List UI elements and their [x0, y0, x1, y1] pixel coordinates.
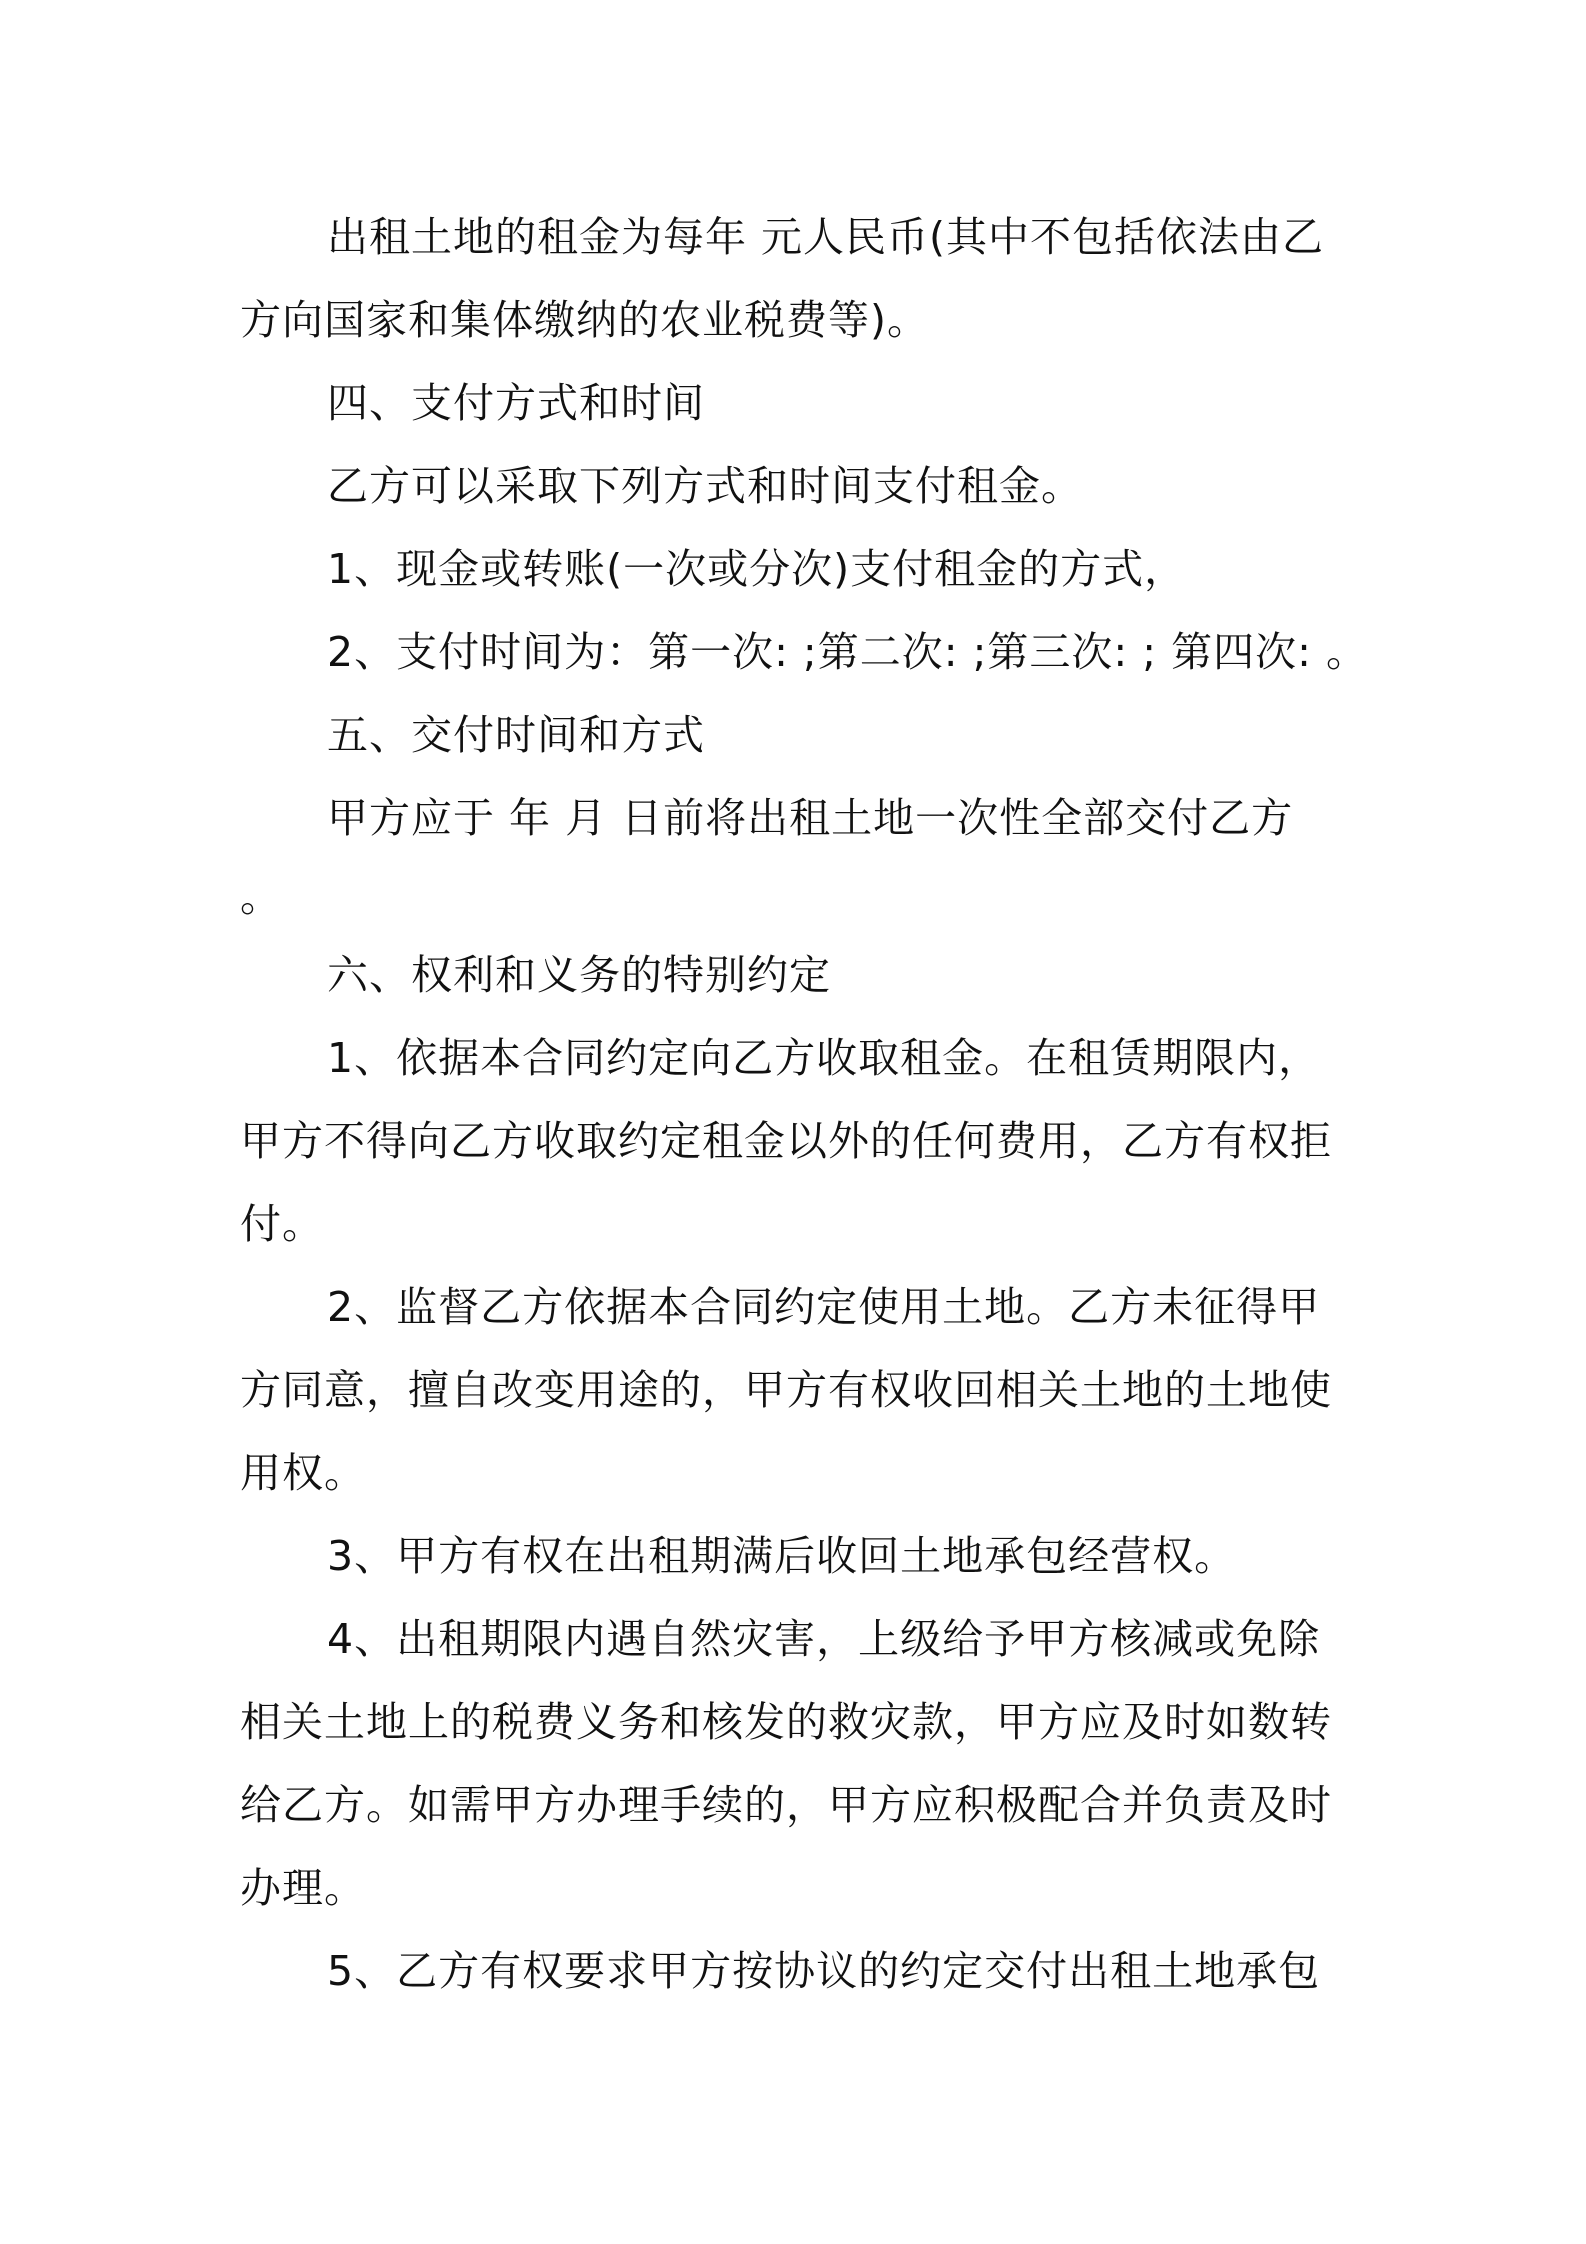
- rights-item-2-line-1: 2、监督乙方依据本合同约定使用土地。乙方未征得甲: [327, 1283, 1321, 1331]
- payment-item-2: 2、支付时间为：第一次: ;第二次: ;第三次: ; 第四次: 。: [327, 628, 1368, 676]
- paragraph-rent-line-2: 方向国家和集体缴纳的农业税费等)。: [240, 296, 929, 344]
- paragraph-rent-line-1: 出租土地的租金为每年 元人民币(其中不包括依法由乙: [327, 213, 1325, 261]
- section-heading-delivery: 五、交付时间和方式: [327, 711, 705, 759]
- paragraph-delivery-line-2: 。: [240, 873, 282, 921]
- rights-item-5-line-1: 5、乙方有权要求甲方按协议的约定交付出租土地承包: [327, 1947, 1321, 1995]
- document-body: [240, 196, 1368, 2013]
- rights-item-4-line-2: 相关土地上的税费义务和核发的救灾款，甲方应及时如数转: [240, 1698, 1332, 1746]
- rights-item-4-line-3: 给乙方。如需甲方办理手续的，甲方应积极配合并负责及时: [240, 1781, 1332, 1829]
- rights-item-1-line-3: 付。: [240, 1200, 324, 1248]
- rights-item-1-line-1: 1、依据本合同约定向乙方收取租金。在租赁期限内，: [327, 1034, 1321, 1082]
- paragraph-delivery-line-1: 甲方应于 年 月 日前将出租土地一次性全部交付乙方: [327, 794, 1294, 842]
- payment-item-1: 1、现金或转账(一次或分次)支付租金的方式，: [327, 545, 1187, 593]
- rights-item-4-line-1: 4、出租期限内遇自然灾害，上级给予甲方核减或免除: [327, 1615, 1321, 1663]
- rights-item-1-line-2: 甲方不得向乙方收取约定租金以外的任何费用，乙方有权拒: [240, 1117, 1332, 1165]
- paragraph-payment-intro: 乙方可以采取下列方式和时间支付租金。: [327, 462, 1083, 510]
- rights-item-2-line-3: 用权。: [240, 1449, 366, 1497]
- section-heading-rights: 六、权利和义务的特别约定: [327, 951, 831, 999]
- rights-item-3: 3、甲方有权在出租期满后收回土地承包经营权。: [327, 1532, 1237, 1580]
- rights-item-2-line-2: 方同意，擅自改变用途的，甲方有权收回相关土地的土地使: [240, 1366, 1332, 1414]
- rights-item-4-line-4: 办理。: [240, 1864, 366, 1912]
- section-heading-payment: 四、支付方式和时间: [327, 379, 705, 427]
